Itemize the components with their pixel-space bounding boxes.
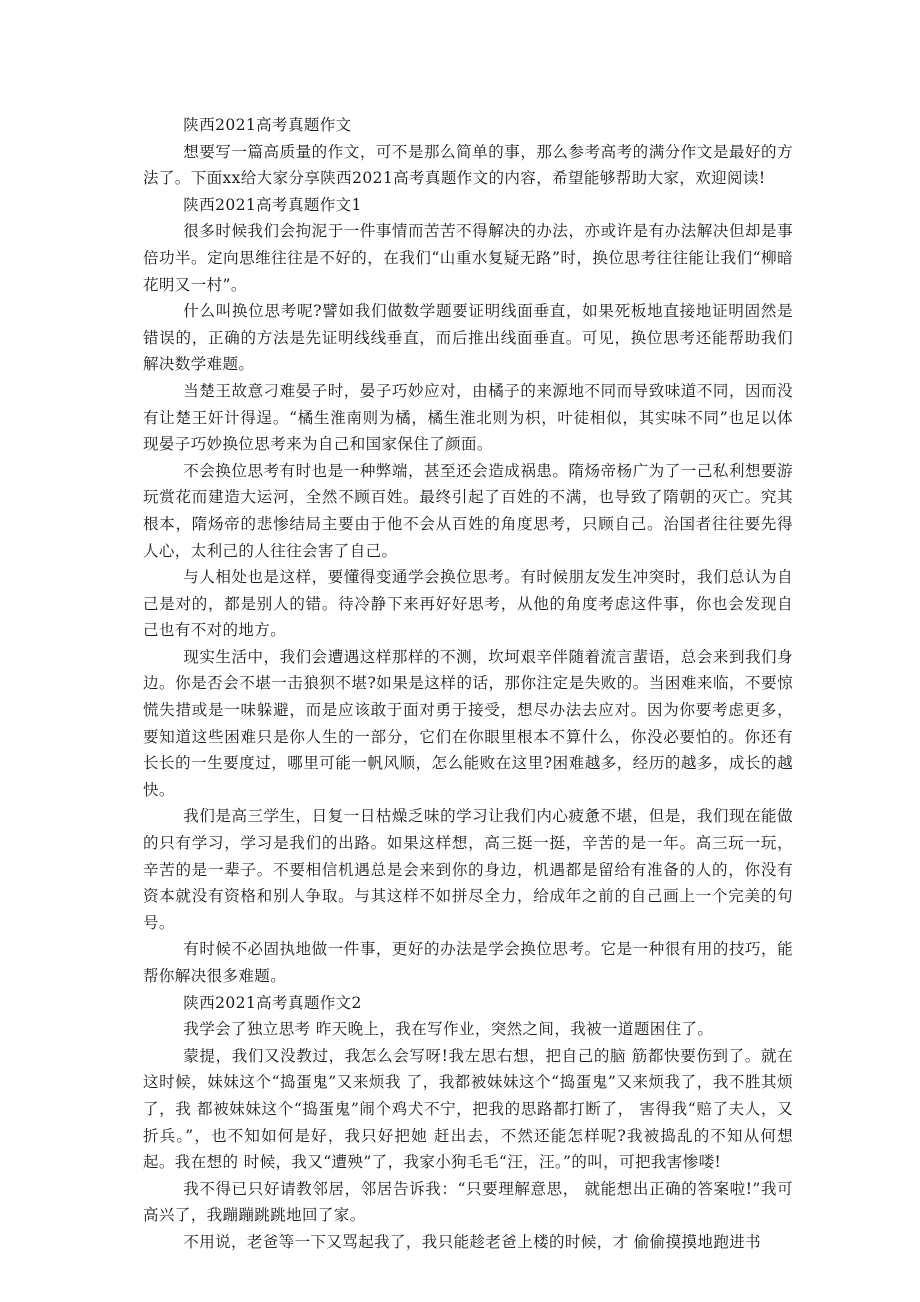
essay1-paragraph: 与人相处也是这样，要懂得变通学会换位思考。有时候朋友发生冲突时，我们总认为自己是对的，都是别人的错。待冷静下来再好好思考，从他的角度考虑这件事，你也会发现自己也有不对的地方。 <box>143 568 793 640</box>
essay2-paragraph: 蒙提，我们又没教过，我怎么会写呀!我左思右想，把自己的脑 筋都快要伤到了。就在这时候，妹妹这个“捣蛋鬼”又来烦我 了，我都被妹妹这个“捣蛋鬼”又来烦我了，我不胜其烦了，我 都被妹妹这个“捣蛋鬼”闹个鸡犬不宁，把我的思路都打断了， 害得我“赔了夫人，又折兵。”，也不知如何是好，我只好把她 赶出去，不然还能怎样呢?我被捣乱的不知从何想起。我在想的 时候，我又“遭殃”了，我家小狗毛毛“汪，汪。”的叫，可把我害惨喽! <box>143 1046 793 1172</box>
essay2-heading: 陕西2021高考真题作文2 <box>183 993 362 1012</box>
essay1-paragraph: 不会换位思考有时也是一种弊端，甚至还会造成祸患。隋炀帝杨广为了一己私利想要游玩赏花而建造大运河，全然不顾百姓。最终引起了百姓的不满，也导致了隋朝的灭亡。究其根本，隋炀帝的悲惨结局主要由于他不会从百姓的角度思考，只顾自己。治国者往往要先得人心，太利己的人往往会害了自己。 <box>143 461 793 560</box>
essay1-paragraph: 什么叫换位思考呢?譬如我们做数学题要证明线面垂直，如果死板地直接地证明固然是错误的，正确的方法是先证明线线垂直，而后推出线面垂直。可见，换位思考还能帮助我们解决数学难题。 <box>143 302 793 374</box>
intro-paragraph: 想要写一篇高质量的作文，可不是那么简单的事，那么参考高考的满分作文是最好的方法了。下面xx给大家分享陕西2021高考真题作文的内容，希望能够帮助大家，欢迎阅读! <box>143 142 793 188</box>
essay1-paragraph: 我们是高三学生，日复一日枯燥乏味的学习让我们内心疲惫不堪，但是，我们现在能做的只有学习，学习是我们的出路。如果这样想，高三挺一挺，辛苦的是一年。高三玩一玩，辛苦的是一辈子。不要相信机遇总是会来到你的身边，机遇都是留给有准备的人的，你没有资本就没有资格和别人争取。与其这样不如拼尽全力，给成年之前的自己画上一个完美的句号。 <box>143 807 793 932</box>
essay1-paragraph: 很多时候我们会拘泥于一件事情而苦苦不得解决的办法，亦或许是有办法解决但却是事倍功半。定向思维往往是不好的，在我们“山重水复疑无路”时，换位思考往往能让我们“柳暗花明又一村”。 <box>143 222 793 294</box>
essay2-paragraph: 不用说，老爸等一下又骂起我了，我只能趁老爸上楼的时候，才 偷偷摸摸地跑进书 <box>183 1232 762 1251</box>
essay1-heading: 陕西2021高考真题作文1 <box>183 195 362 214</box>
essay1-paragraph: 现实生活中，我们会遭遇这样那样的不测，坎坷艰辛伴随着流言蜚语，总会来到我们身边。你是否会不堪一击狼狈不堪?如果是这样的话，那你注定是失败的。当困难来临，不要惊慌失措或是一味躲避，而是应该敢于面对勇于接受，想尽办法去应对。因为你要考虑更多，要知道这些困难只是你人生的一部分，它们在你眼里根本不算什么，你没必要怕的。你还有长长的一生要度过，哪里可能一帆风顺，怎么能败在这里?困难越多，经历的越多，成长的越快。 <box>143 647 793 799</box>
essay2-paragraph: 我不得已只好请教邻居，邻居告诉我：“只要理解意思， 就能想出正确的答案啦!”我可高兴了，我蹦蹦跳跳地回了家。 <box>143 1179 793 1225</box>
essay1-paragraph: 当楚王故意刁难晏子时，晏子巧妙应对，由橘子的来源地不同而导致味道不同，因而没有让楚王奸计得逞。“橘生淮南则为橘，橘生淮北则为枳，叶徒相似，其实味不同”也足以体现晏子巧妙换位思考来为自己和国家保住了颜面。 <box>143 381 793 454</box>
essay1-paragraph: 有时候不必固执地做一件事，更好的办法是学会换位思考。它是一种很有用的技巧，能帮你解决很多难题。 <box>143 940 793 985</box>
document-body <box>143 112 793 1256</box>
essay2-paragraph: 我学会了独立思考 昨天晚上，我在写作业，突然之间，我被一道题困住了。 <box>183 1020 714 1039</box>
document-title: 陕西2021高考真题作文 <box>183 116 352 134</box>
